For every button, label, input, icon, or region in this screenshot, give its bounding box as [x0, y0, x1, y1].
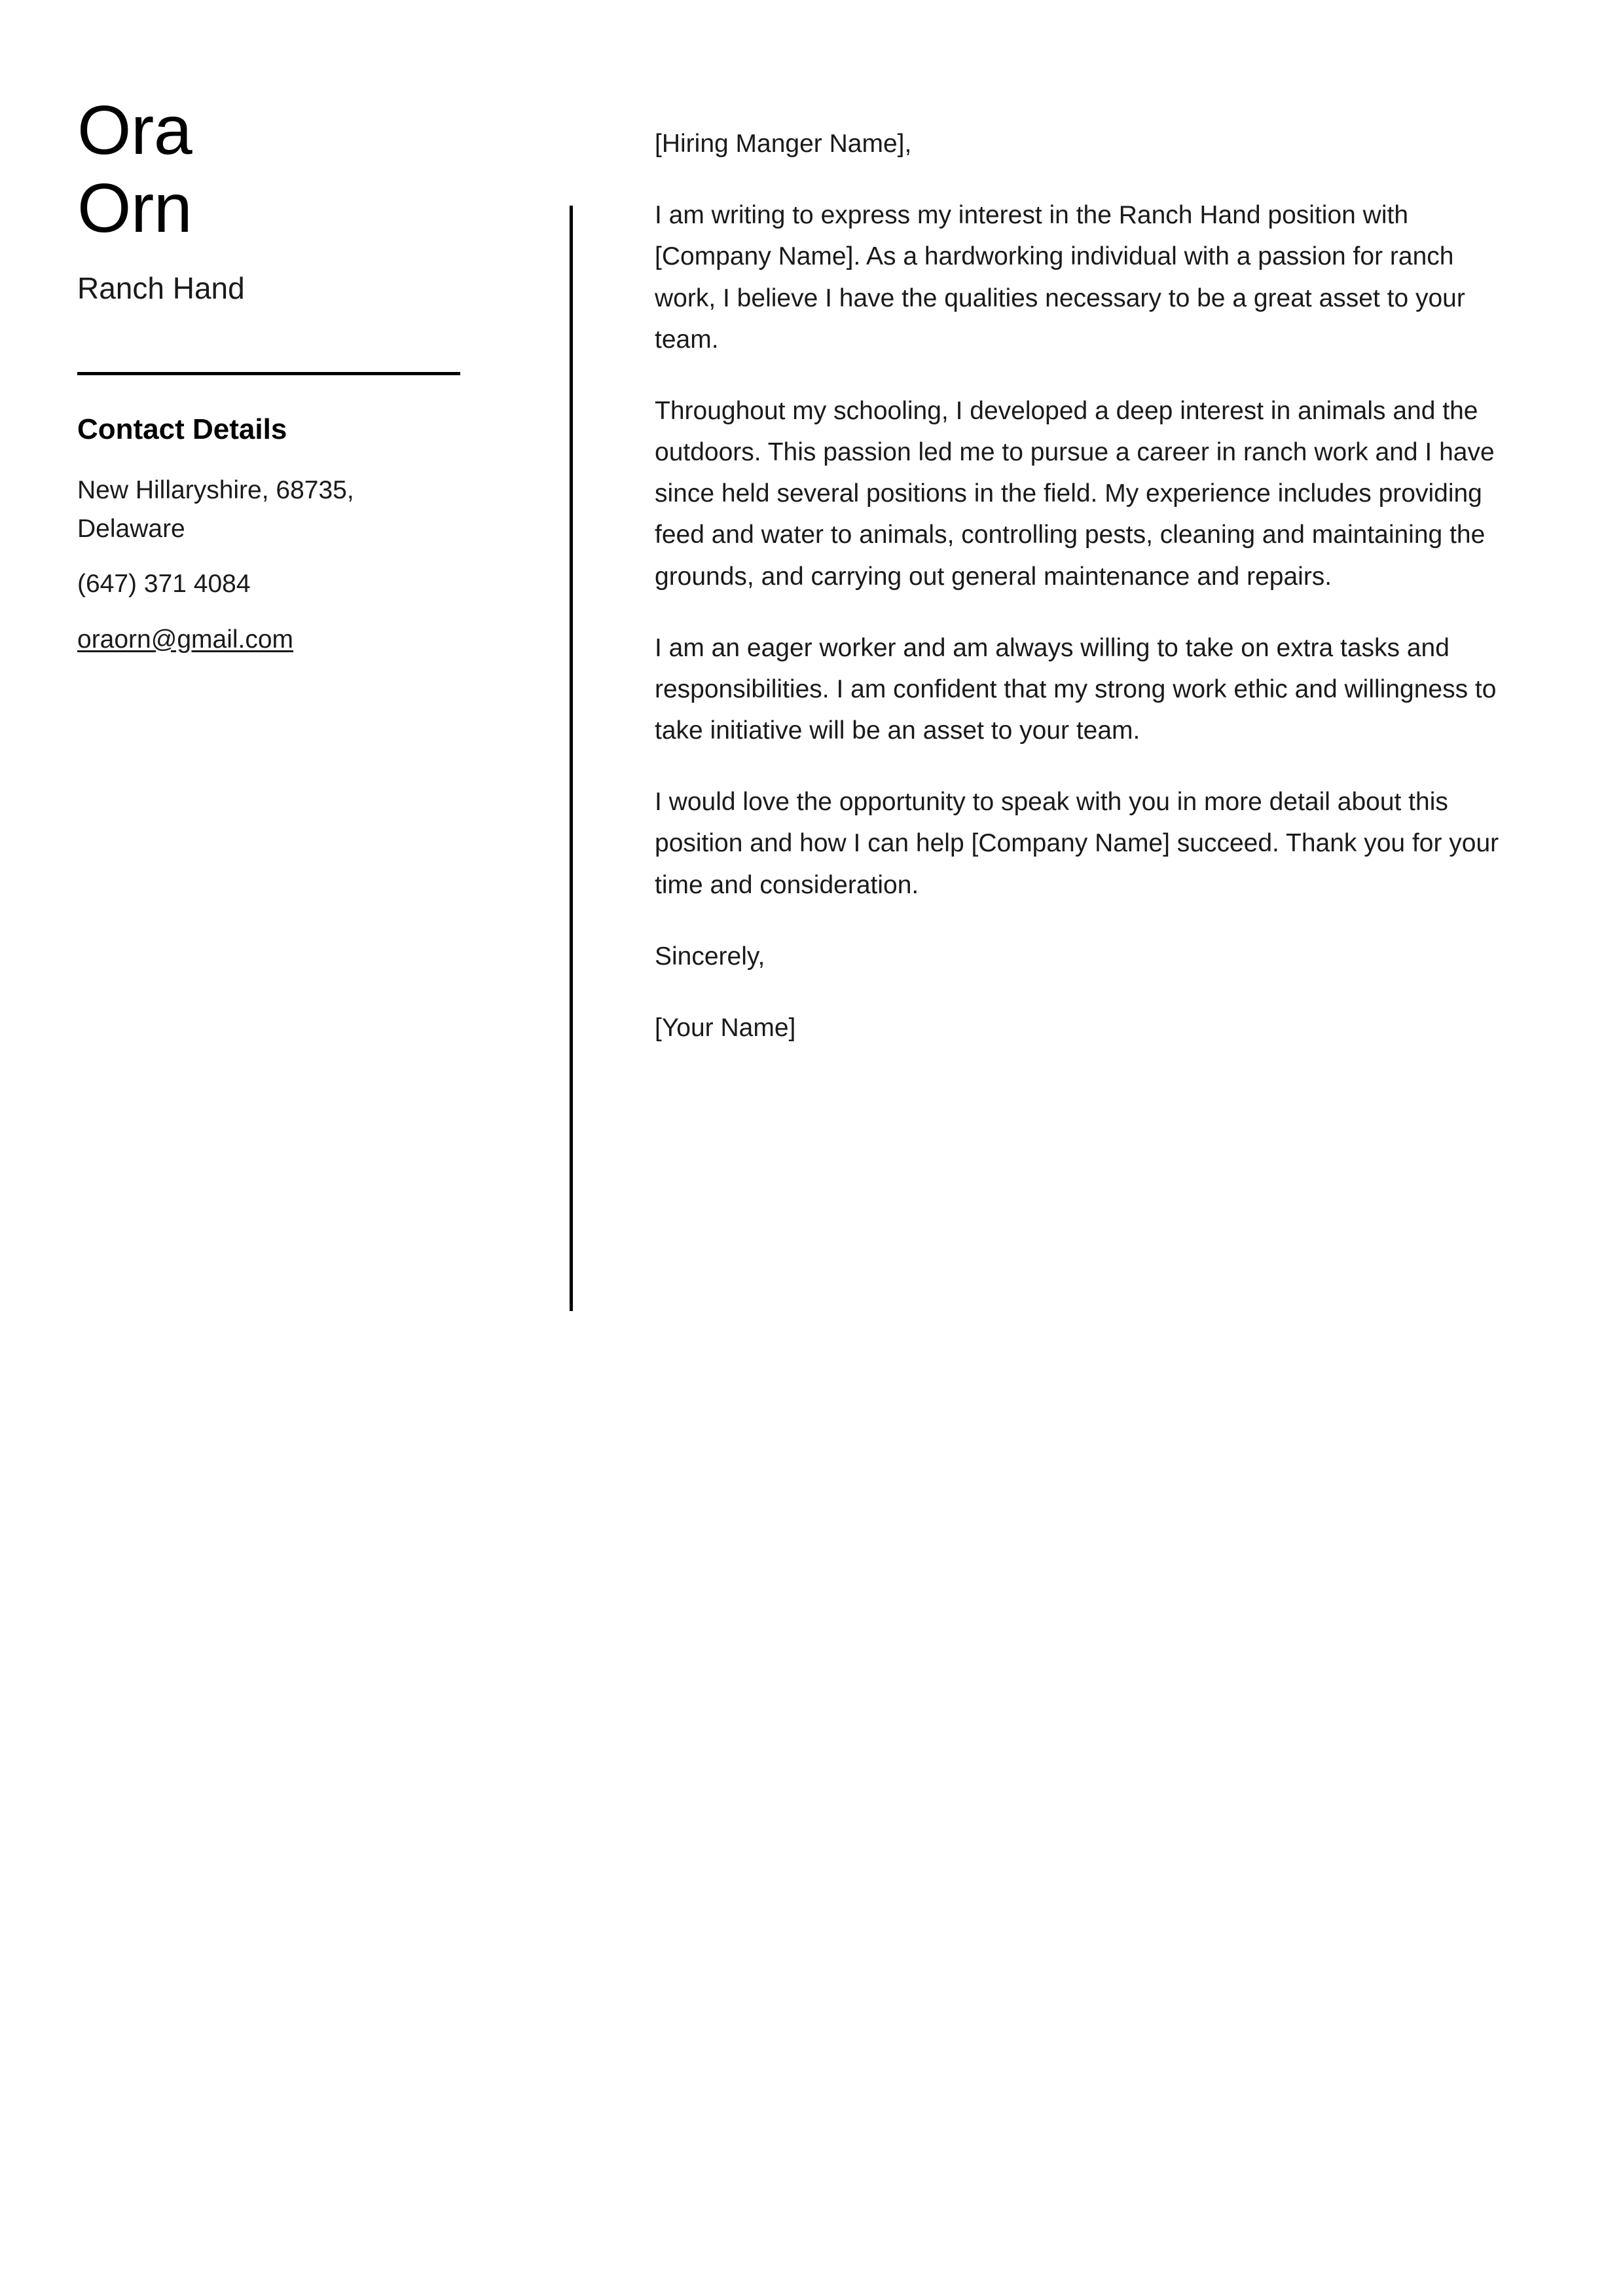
- job-title: Ranch Hand: [77, 271, 245, 306]
- letter-paragraph: I am an eager worker and am always willing to take on extra tasks and responsibilities. I am confident that my strong work ethic and willingness to take initiative will be an asset to your team.: [655, 633, 1497, 745]
- sidebar-divider-rule: [77, 372, 460, 375]
- column-divider-rule: [570, 206, 573, 1311]
- contact-phone: (647) 371 4084: [77, 570, 251, 598]
- letter-paragraph: Throughout my schooling, I developed a deep interest in animals and the outdoors. This passion led me to pursue a career in ranch work and I have since held several positions in the field. My experience includes providing feed and water to animals, controlling pests, cleaning and maintaining the grounds, and carrying out general maintenance and repairs.: [655, 396, 1495, 591]
- contact-address: New Hillaryshire, 68735, Delaware: [77, 476, 354, 543]
- applicant-first-name: Ora: [77, 92, 192, 169]
- letter-signature: [Your Name]: [655, 1013, 796, 1042]
- applicant-name: [77, 92, 483, 247]
- letter-body: [655, 123, 1501, 1048]
- letter-closing: Sincerely,: [655, 942, 765, 971]
- letter-paragraph: I would love the opportunity to speak with you in more detail about this position and how I can help [Company Name] succeed. Thank you for your time and consideration.: [655, 788, 1499, 899]
- contact-email-link[interactable]: oraorn@gmail.com: [77, 625, 294, 654]
- sidebar: [77, 92, 483, 654]
- letter-salutation: [Hiring Manger Name],: [655, 130, 912, 158]
- contact-details-list: [77, 472, 431, 659]
- applicant-last-name: Orn: [77, 169, 192, 247]
- letter-paragraph: I am writing to express my interest in the Ranch Hand position with [Company Name]. As a hardworking individual with a passion for ranch work, I believe I have the qualities necessary to be a great asset to your team.: [655, 201, 1465, 354]
- contact-details-heading: Contact Details: [77, 413, 287, 445]
